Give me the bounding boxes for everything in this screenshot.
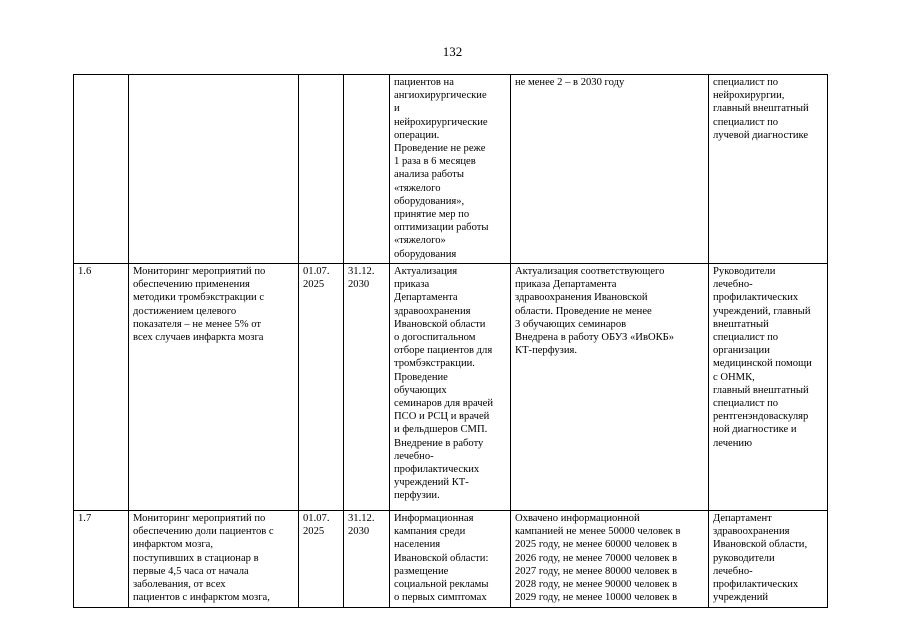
row-number: 1.6 [74,264,129,511]
measure-content: Информационная кампания среди населения Ивановской области: размещение социальной рекламы о первых симптомах [390,511,511,608]
responsible-party: специалист по нейрохирургии, главный внештатный специалист по лучевой диагностике [709,75,828,264]
responsible-party: Руководители лечебно- профилактических учреждений, главный внештатный специалист по организации медицинской помощи с ОНМК, главный внештатный специалист по рентгенэндоваскуляр ной диагностике и лечению [709,264,828,511]
row-number: 1.7 [74,511,129,608]
measure-description: Мониторинг мероприятий по обеспечению доли пациентов с инфарктом мозга, поступивших в стационар в первые 4,5 часа от начала заболевания, от всех пациентов с инфарктом мозга, [129,511,299,608]
measure-description [129,75,299,264]
responsible-party: Департамент здравоохранения Ивановской области, руководители лечебно- профилактических учреждений [709,511,828,608]
expected-result: Актуализация соответствующего приказа Департамента здравоохранения Ивановской области. Проведение не менее 3 обучающих семинаров Внедрена в работу ОБУЗ «ИвОКБ» КТ-перфузия. [511,264,709,511]
measure-content: пациентов на ангиохирургические и нейрохирургические операции. Проведение не реже 1 раза в 6 месяцев анализа работы «тяжелого оборудования», принятие мер по оптимизации работы «тяжелого» оборудования [390,75,511,264]
end-date: 31.12. 2030 [344,264,390,511]
table-row [74,75,828,264]
expected-result: не менее 2 – в 2030 году [511,75,709,264]
plan-table [73,74,828,608]
table-row [74,264,828,511]
end-date [344,75,390,264]
start-date: 01.07. 2025 [299,511,344,608]
expected-result: Охвачено информационной кампанией не менее 50000 человек в 2025 году, не менее 60000 человек в 2026 году, не менее 70000 человек в 2027 году, не менее 80000 человек в 2028 году, не менее 90000 человек в 2029 году, не менее 10000 человек в [511,511,709,608]
table-row [74,511,828,608]
page-number: 132 [442,44,463,59]
row-number [74,75,129,264]
start-date [299,75,344,264]
start-date: 01.07. 2025 [299,264,344,511]
measure-description: Мониторинг мероприятий по обеспечению применения методики тромбэкстракции с достижением целевого показателя – не менее 5% от всех случаев инфаркта мозга [129,264,299,511]
end-date: 31.12. 2030 [344,511,390,608]
measure-content: Актуализация приказа Департамента здравоохранения Ивановской области о догоспитальном отборе пациентов для тромбэкстракции. Проведение обучающих семинаров для врачей ПСО и РСЦ и врачей и фельдшеров СМП. Внедрение в работу лечебно- профилактических учреждений КТ- перфузии. [390,264,511,511]
